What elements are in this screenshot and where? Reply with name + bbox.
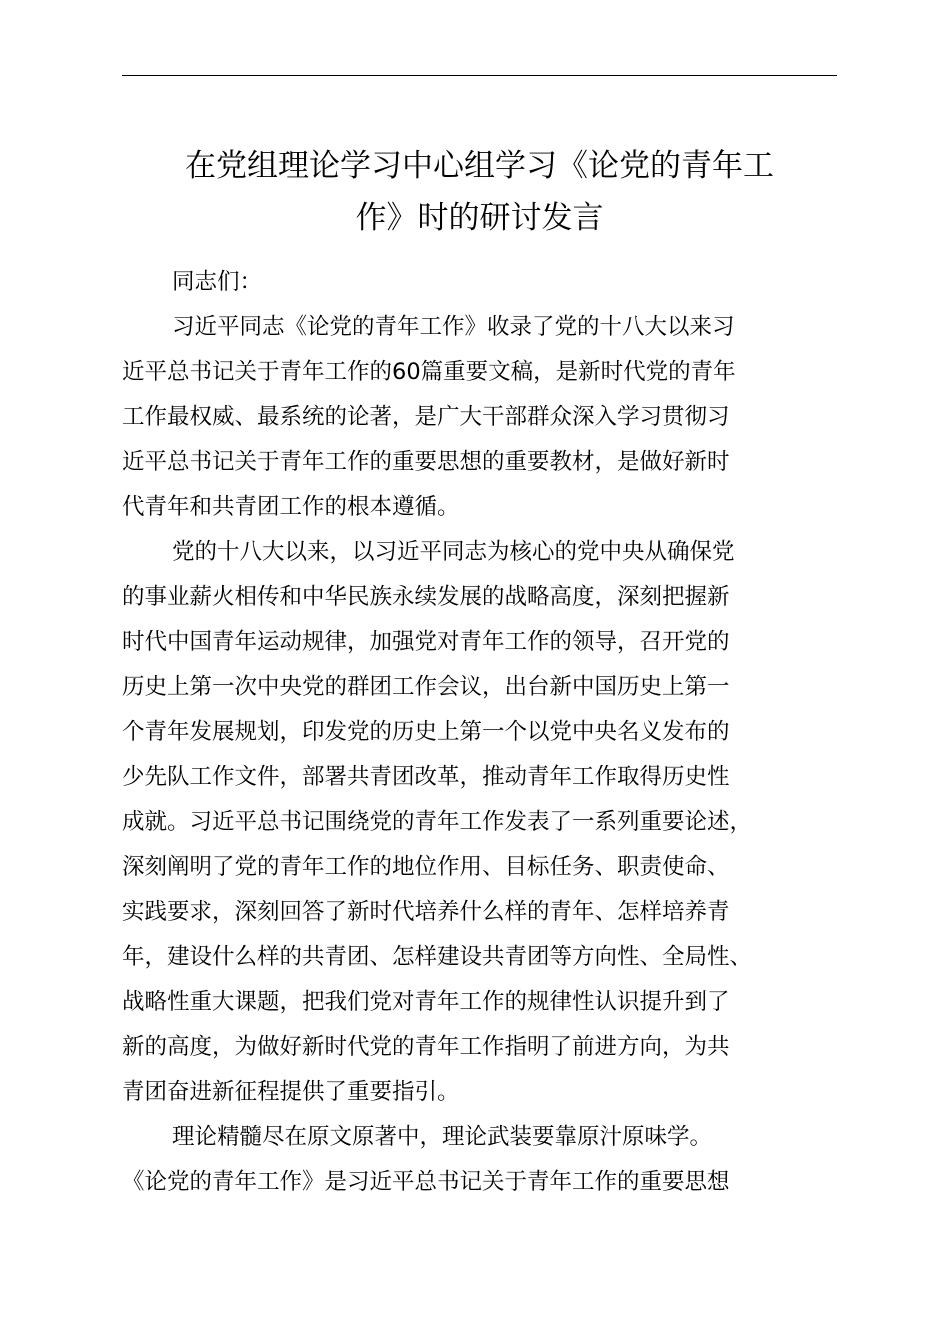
- paragraph-2-line: 青团奋进新征程提供了重要指引。: [122, 1079, 460, 1105]
- paragraph-2-line: 时代中国青年运动规律，加强党对青年工作的领导，召开党的: [122, 629, 730, 655]
- paragraph-1-line: 代青年和共青团工作的根本遵循。: [122, 494, 460, 520]
- document-body: [122, 260, 862, 1205]
- paragraph-1-line: 近平总书记关于青年工作的60篇重要文稿，是新时代党的青年: [122, 359, 736, 385]
- title-line: 在党组理论学习中心组学习《论党的青年工: [185, 148, 774, 184]
- paragraph-3-line: 理论精髓尽在原文原著中，理论武装要靠原汁原味学。: [172, 1124, 713, 1150]
- paragraph-2-line: 个青年发展规划，印发党的历史上第一个以党中央名义发布的: [122, 719, 730, 745]
- paragraph-2-line: 年，建设什么样的共青团、怎样建设共青团等方向性、全局性、: [122, 944, 753, 970]
- header-rule: [122, 75, 837, 76]
- document-title: [122, 140, 837, 244]
- paragraph-2-line: 新的高度，为做好新时代党的青年工作指明了前进方向，为共: [122, 1034, 730, 1060]
- paragraph-2-line: 的事业薪火相传和中华民族永续发展的战略高度，深刻把握新: [122, 584, 730, 610]
- paragraph-2-line: 成就。习近平总书记围绕党的青年工作发表了一系列重要论述，: [122, 809, 753, 835]
- paragraph-1-line: 近平总书记关于青年工作的重要思想的重要教材，是做好新时: [122, 449, 730, 475]
- paragraph-2-line: 实践要求，深刻回答了新时代培养什么样的青年、怎样培养青: [122, 899, 730, 925]
- paragraph-2-line: 战略性重大课题，把我们党对青年工作的规律性认识提升到了: [122, 989, 730, 1015]
- paragraph-3-line: 《论党的青年工作》是习近平总书记关于青年工作的重要思想: [122, 1169, 730, 1195]
- salutation: 同志们：: [172, 269, 263, 295]
- paragraph-1-line: 习近平同志《论党的青年工作》收录了党的十八大以来习: [172, 314, 735, 340]
- paragraph-2-line: 少先队工作文件，部署共青团改革，推动青年工作取得历史性: [122, 764, 730, 790]
- paragraph-2-line: 历史上第一次中央党的群团工作会议，出台新中国历史上第一: [122, 674, 730, 700]
- paragraph-2-line: 深刻阐明了党的青年工作的地位作用、目标任务、职责使命、: [122, 854, 730, 880]
- title-line: 作》时的研讨发言: [355, 200, 604, 236]
- paragraph-2-line: 党的十八大以来，以习近平同志为核心的党中央从确保党: [172, 539, 735, 565]
- paragraph-1-line: 工作最权威、最系统的论著，是广大干部群众深入学习贯彻习: [122, 404, 730, 430]
